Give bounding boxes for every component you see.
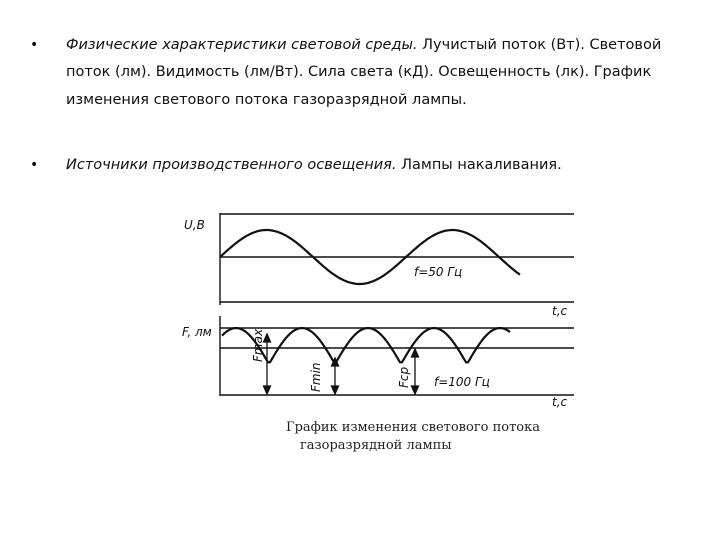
fcp-arrow [412, 349, 419, 394]
fcp-label: Fср [397, 366, 411, 388]
item1-line1-rest: Лучистый поток (Вт). Световой [417, 37, 662, 53]
top-axis-label: U,В [184, 218, 205, 232]
light-flux-wave [222, 328, 510, 362]
bottom-axis-label: F, лм [182, 325, 212, 339]
item2-rest: Лампы накаливания. [396, 157, 562, 173]
top-panel-grid [220, 213, 574, 305]
diagram-caption-line1: График изменения светового потока [286, 420, 540, 435]
item1-line3: изменения светового потока газоразрядной лампы. [66, 92, 467, 108]
bottom-frequency-label: f=100 Гц [434, 375, 490, 389]
item1-line2: поток (лм). Видимость (лм/Вт). Сила света (кД). Освещенность (лк). График [66, 64, 652, 80]
diagram-caption-line2: газоразрядной лампы [300, 438, 452, 453]
top-time-label: t,c [552, 304, 568, 318]
top-frequency-label: f=50 Гц [414, 265, 463, 279]
item2-heading: Источники производственного освещения. [66, 157, 397, 173]
fmin-arrow [332, 358, 339, 394]
fmin-label: Fmin [309, 362, 323, 392]
bullet-2: • [30, 157, 39, 173]
bullet-1: • [30, 37, 39, 53]
fmax-label: Fmax [251, 328, 265, 362]
bottom-time-label: t,c [552, 395, 568, 409]
item1-heading: Физические характеристики световой среды. [66, 37, 418, 53]
